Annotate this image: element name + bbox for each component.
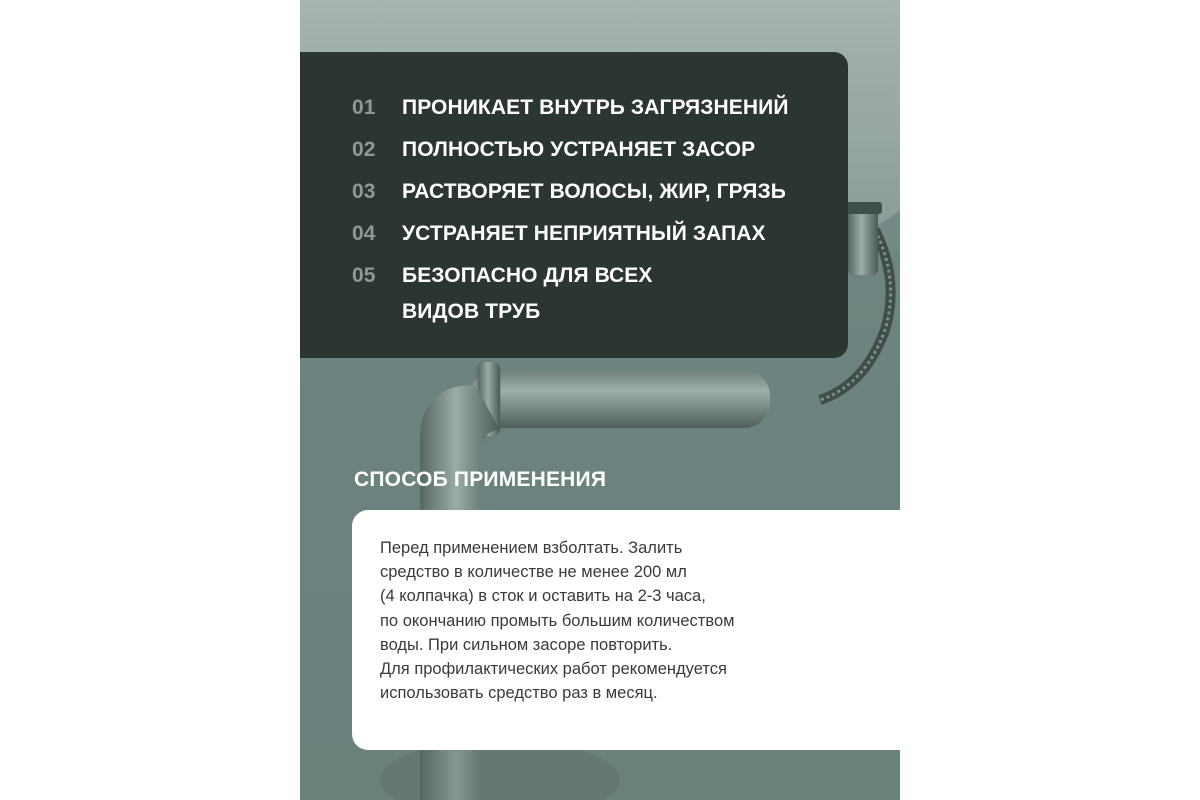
feature-item-1 — [352, 88, 848, 128]
product-infographic — [300, 0, 900, 800]
feature-item-4 — [352, 214, 848, 254]
method-card — [352, 510, 900, 750]
method-text: Перед применением взболтать. Залить средство в количестве не менее 200 мл (4 колпачка) в сток и оставить на 2-3 часа, по окончанию промыть большим количеством воды. При сильном засоре повторить. Для профилактических работ рекомендуется использовать средство раз в месяц. — [380, 539, 735, 703]
feature-item-2 — [352, 130, 848, 170]
feature-text: ПОЛНОСТЬЮ УСТРАНЯЕТ ЗАСОР — [402, 138, 756, 161]
feature-number: 03 — [352, 180, 376, 203]
feature-number: 02 — [352, 138, 376, 161]
feature-number: 05 — [352, 264, 376, 287]
feature-text: ПРОНИКАЕТ ВНУТРЬ ЗАГРЯЗНЕНИЙ — [402, 96, 789, 119]
feature-text: БЕЗОПАСНО ДЛЯ ВСЕХ ВИДОВ ТРУБ — [402, 264, 653, 323]
feature-item-5 — [352, 256, 848, 330]
feature-number: 01 — [352, 96, 376, 119]
features-panel — [300, 52, 848, 358]
feature-text: РАСТВОРЯЕТ ВОЛОСЫ, ЖИР, ГРЯЗЬ — [402, 180, 786, 203]
feature-number: 04 — [352, 222, 376, 245]
feature-item-3 — [352, 172, 848, 212]
feature-text: УСТРАНЯЕТ НЕПРИЯТНЫЙ ЗАПАХ — [402, 222, 766, 245]
method-title: СПОСОБ ПРИМЕНЕНИЯ — [354, 468, 607, 491]
